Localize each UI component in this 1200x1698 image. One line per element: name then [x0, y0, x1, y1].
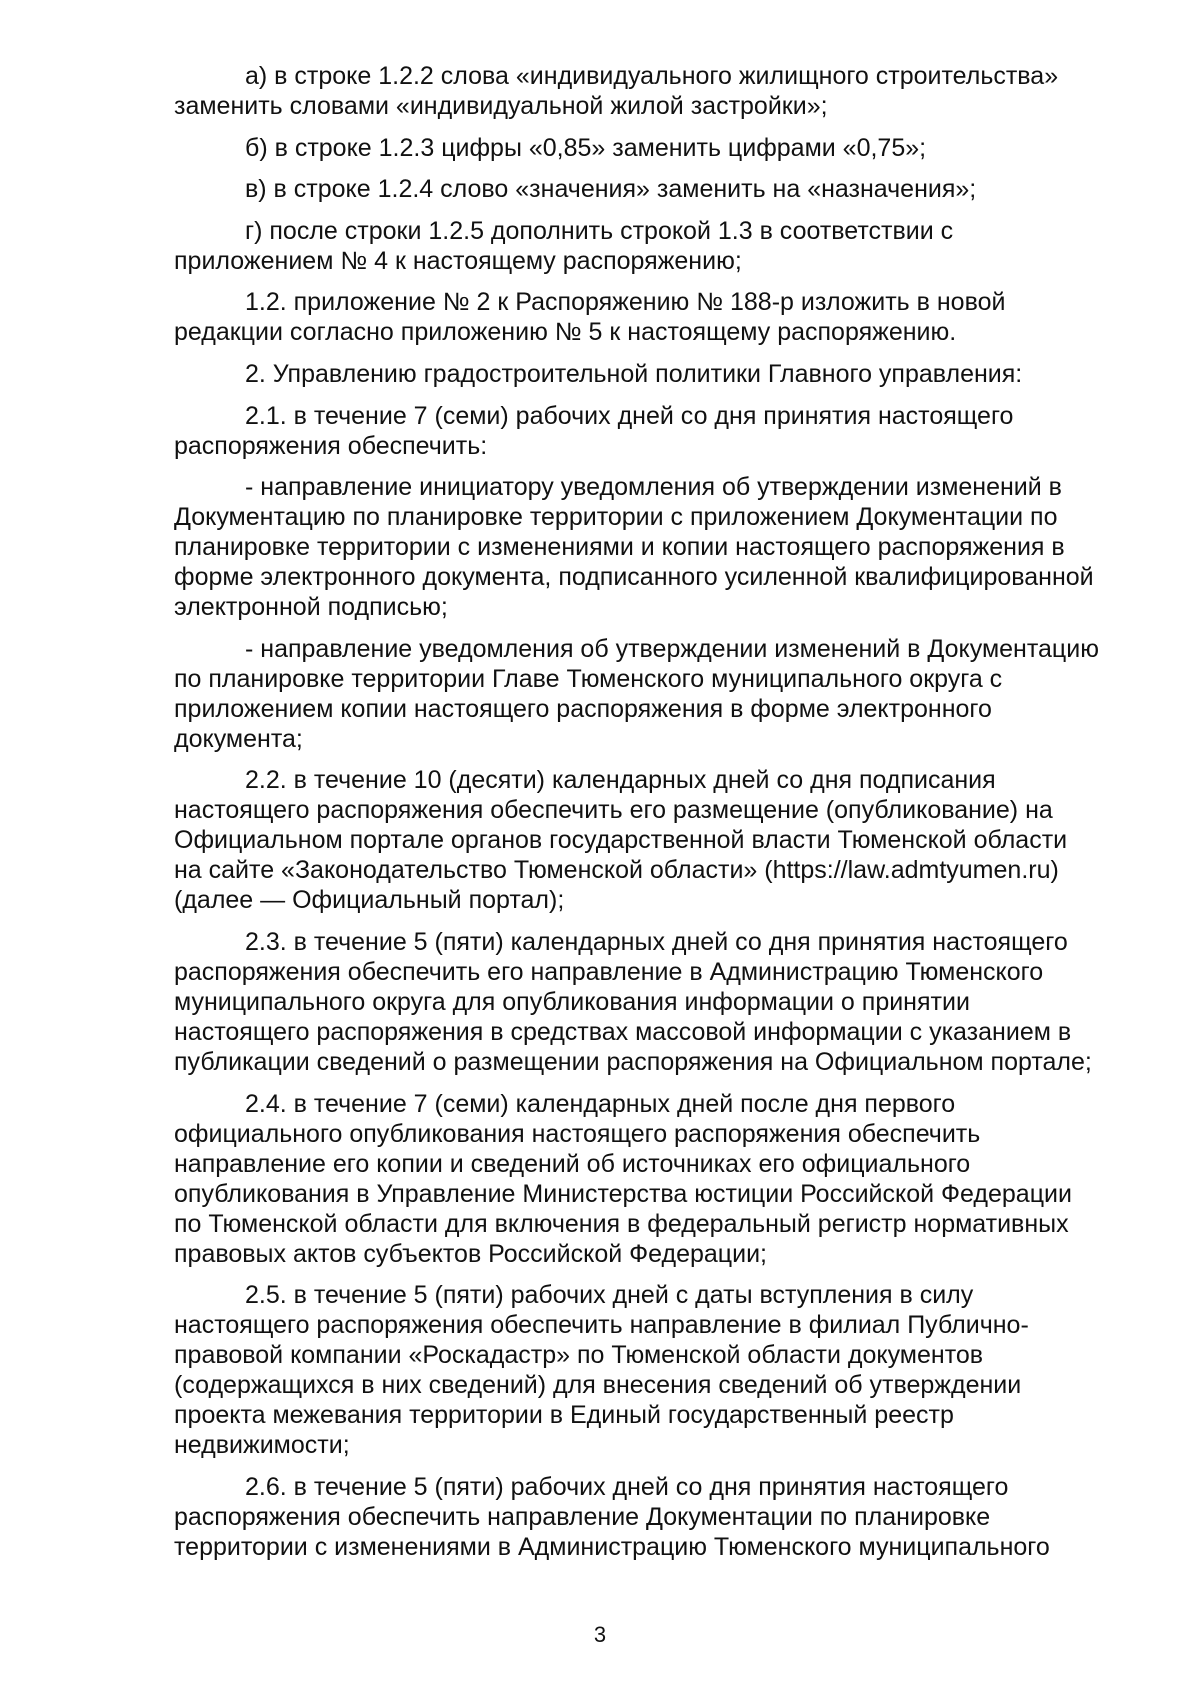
paragraph-2-3: 2.3. в течение 5 (пяти) календарных дней со дня принятия настоящего распоряжения обеспечить его направление в Администрацию Тюменского муниципального округа для опубликования информации о принятии настоящего распоряжения в средствах массовой информации с указанием в публикации сведений о размещении распоряжения на Официальном портале;: [174, 927, 1092, 1076]
paragraph-b-line-1-2-3: б) в строке 1.2.3 цифры «0,85» заменить цифрами «0,75»;: [245, 133, 927, 162]
paragraph-1-2-appendix: 1.2. приложение № 2 к Распоряжению № 188-р изложить в новой редакции согласно приложению № 5 к настоящему распоряжению.: [174, 288, 1006, 347]
paragraph-v-line-1-2-4: в) в строке 1.2.4 слово «значения» заменить на «назначения»;: [245, 175, 977, 204]
paragraph-2-4: 2.4. в течение 7 (семи) календарных дней после дня первого официального опубликования настоящего распоряжения обеспечить направление его копии и сведений об источниках его официального опубликования в Управление Министерства юстиции Российской Федерации по Тюменской области для включения в федеральный регистр нормативных правовых актов субъектов Российской Федерации;: [174, 1089, 1072, 1268]
page-number: 3: [593, 1622, 607, 1647]
paragraph-g-line-1-3: г) после строки 1.2.5 дополнить строкой 1.3 в соответствии с приложением № 4 к настоящему распоряжению;: [174, 216, 954, 275]
paragraph-2-1-item-head-of-district: - направление уведомления об утверждении изменений в Документацию по планировке территории Главе Тюменского муниципального округа с приложением копии настоящего распоряжения в форме электронного документа;: [174, 634, 1099, 753]
paragraph-2-directorate: 2. Управлению градостроительной политики Главного управления:: [245, 359, 1023, 388]
document-body: [174, 61, 1150, 1573]
paragraph-a-line-1-2-2: а) в строке 1.2.2 слова «индивидуального жилищного строительства» заменить словами «индивидуальной жилой застройки»;: [174, 62, 1059, 120]
paragraph-2-2: 2.2. в течение 10 (десяти) календарных дней со дня подписания настоящего распоряжения обеспечить его размещение (опубликование) на Официальном портале органов государственной власти Тюменской области на сайте «Законодательство Тюменской области» (https://law.admtyumen.ru) (далее — Официальный портал);: [174, 766, 1068, 915]
paragraph-2-1: 2.1. в течение 7 (семи) рабочих дней со дня принятия настоящего распоряжения обеспечить:: [174, 401, 1014, 460]
paragraph-2-1-item-initiator: - направление инициатору уведомления об утверждении изменений в Документацию по планировке территории с приложением Документации по планировке территории с изменениями и копии настоящего распоряжения в форме электронного документа, подписанного усиленной квалифицированной электронной подписью;: [174, 473, 1094, 622]
paragraph-2-5: 2.5. в течение 5 (пяти) рабочих дней с даты вступления в силу настоящего распоряжения обеспечить направление в филиал Публично- правовой компании «Роскадастр» по Тюменской области документов (содержащихся в них сведений) для внесения сведений об утверждении проекта межевания территории в Единый государственный реестр недвижимости;: [174, 1281, 1029, 1460]
paragraph-2-6: 2.6. в течение 5 (пяти) рабочих дней со дня принятия настоящего распоряжения обеспечить направление Документации по планировке территории с изменениями в Администрацию Тюменского муниципального: [174, 1472, 1050, 1561]
